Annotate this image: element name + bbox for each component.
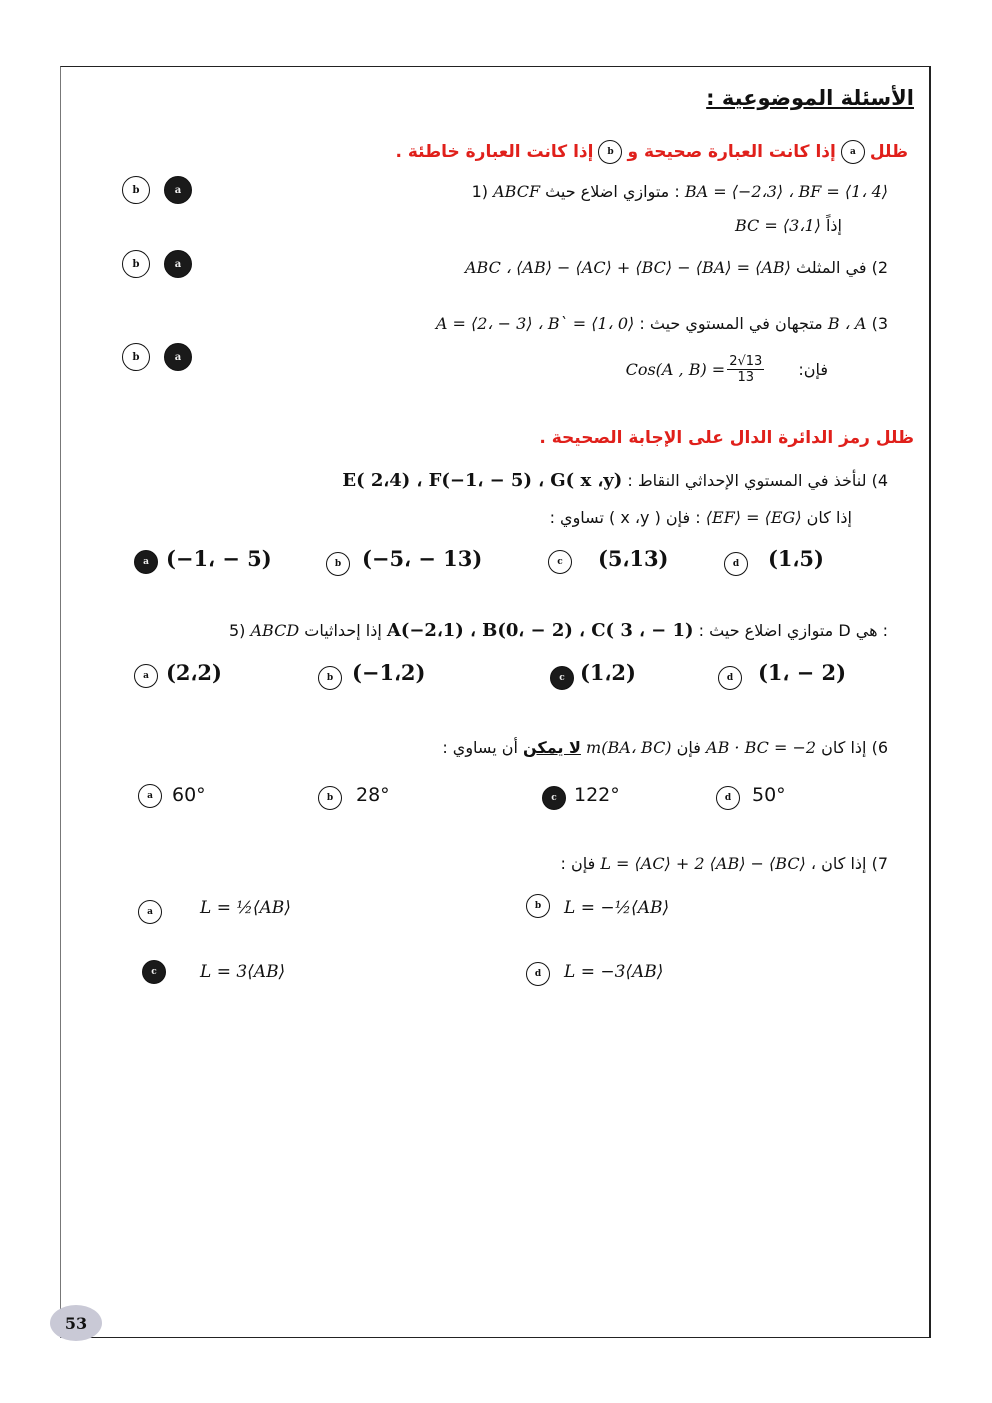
q6-option-b-text: 28° <box>356 784 390 806</box>
q1-vectors: BA = ⟨−2،3⟩ ، BF = ⟨1، 4⟩ <box>684 182 888 201</box>
q1-option-a-selected[interactable]: a <box>164 176 192 204</box>
question-7: 7) إذا كان ، L = ⟨AC⟩ + 2 ⟨AB⟩ − ⟨BC⟩ فإن : <box>560 854 888 873</box>
question-3-line-1: 3) B ، A متجهان في المستوي حيث : A = ⟨2، − 3⟩ ، B` = ⟨1، 0⟩ <box>435 314 888 333</box>
tf-instructions <box>395 140 908 164</box>
q4-option-a-selected[interactable]: a <box>134 550 158 574</box>
q5-option-b[interactable]: b <box>318 666 342 690</box>
q4-condition: ⟨EF⟩ = ⟨EG⟩ <box>705 508 802 527</box>
q4-points: E( 2،4) ، F(−1، − 5) ، G( x ،y) <box>342 470 623 491</box>
q1-option-b[interactable]: b <box>122 176 150 204</box>
q3-cos: Cos(A , B) = <box>625 360 726 379</box>
page-number: 53 <box>50 1305 102 1341</box>
q7-option-c-selected[interactable]: c <box>142 960 166 984</box>
instr-false-text: إذا كانت العبارة خاطئة . <box>395 142 594 162</box>
q2-expression: ABC ، ⟨AB⟩ − ⟨AC⟩ + ⟨BC⟩ − ⟨BA⟩ = ⟨AB⟩ <box>464 258 791 277</box>
question-3-line-2 <box>626 354 828 385</box>
q3-frac-denominator: 13 <box>737 370 755 385</box>
q3-fraction <box>727 354 764 385</box>
q6-option-b[interactable]: b <box>318 786 342 810</box>
q6-option-d[interactable]: d <box>716 786 740 810</box>
q1-shape: ABCF <box>493 182 541 201</box>
q5-option-a[interactable]: a <box>134 664 158 688</box>
q7-number: 7 <box>877 854 888 873</box>
q2-label: في المثلث <box>796 258 867 277</box>
instr-shade-word: ظلل <box>869 142 908 162</box>
question-4-line-2 <box>550 508 852 527</box>
q6-option-a-text: 60° <box>172 784 206 806</box>
q5-option-c-text: (1،2) <box>580 660 636 685</box>
q7-option-b-text: L = −½⟨AB⟩ <box>564 898 670 918</box>
q7-option-a-text: L = ½⟨AB⟩ <box>200 898 291 918</box>
q4-option-b-text: (−5، − 13) <box>362 546 483 571</box>
q6-option-c-selected[interactable]: c <box>542 786 566 810</box>
q4-rest: : فإن ( x ،y ) تساوي : <box>549 508 701 527</box>
q4-option-c[interactable]: c <box>548 550 572 574</box>
q7-label: إذا كان ، <box>810 854 867 873</box>
q5-option-b-text: (−1،2) <box>352 660 426 685</box>
q3-option-a-selected[interactable]: a <box>164 343 192 371</box>
q2-number: 2 <box>877 258 888 277</box>
option-b-icon: b <box>598 140 622 164</box>
q7-rest: فإن : <box>560 854 596 873</box>
q6-rest: أن يساوي : <box>442 738 518 757</box>
q7-option-b[interactable]: b <box>526 894 550 918</box>
q3-number: 3 <box>877 314 888 333</box>
q5-rest: إذا إحداثيات D هي : <box>304 621 888 640</box>
q4-option-c-text: (5،13) <box>598 546 669 571</box>
q3-option-b[interactable]: b <box>122 343 150 371</box>
q1-label: متوازي اضلاع حيث : <box>545 182 680 201</box>
q3-vectors: A = ⟨2، − 3⟩ ، B` = ⟨1، 0⟩ <box>435 314 635 333</box>
page-frame <box>60 66 931 1338</box>
q5-label: متوازي اضلاع حيث : <box>698 621 834 640</box>
q5-option-c-selected[interactable]: c <box>550 666 574 690</box>
q7-option-a[interactable]: a <box>138 900 162 924</box>
q6-label: إذا كان <box>821 738 867 757</box>
instr-true-text: إذا كانت العبارة صحيحة و <box>627 142 836 162</box>
q6-option-c-text: 122° <box>574 784 620 806</box>
q5-option-a-text: (2،2) <box>166 660 222 685</box>
q5-shape: ABCD <box>250 621 300 640</box>
question-5: 5) ABCD متوازي اضلاع حيث : A(−2،1) ، B(0، − 2) ، C( 3 ، − 1) إذا إحداثيات D هي : <box>228 620 888 641</box>
q1-number: 1 <box>471 182 482 201</box>
q6-condition: AB · BC = −2 <box>706 738 817 757</box>
q2-option-a-selected[interactable]: a <box>164 250 192 278</box>
q4-option-b[interactable]: b <box>326 552 350 576</box>
question-2: 2) في المثلث ABC ، ⟨AB⟩ − ⟨AC⟩ + ⟨BC⟩ − ⟨BA⟩ = ⟨AB⟩ <box>464 258 888 277</box>
q7-option-d-text: L = −3⟨AB⟩ <box>564 962 664 982</box>
q7-option-d[interactable]: d <box>526 962 550 986</box>
section-title: الأسئلة الموضوعية : <box>706 86 914 110</box>
question-6: 6) إذا كان AB · BC = −2 فإن m(BA، BC) لا يمكن أن يساوي : <box>442 738 888 757</box>
q6-option-d-text: 50° <box>752 784 786 806</box>
q5-option-d[interactable]: d <box>718 666 742 690</box>
q4-if-label: إذا كان <box>806 508 852 527</box>
q3-then-label: فإن: <box>798 360 828 379</box>
q4-option-d[interactable]: d <box>724 552 748 576</box>
q5-points: A(−2،1) ، B(0، − 2) ، C( 3 ، − 1) <box>386 620 694 641</box>
option-a-icon: a <box>841 140 865 164</box>
q2-option-b[interactable]: b <box>122 250 150 278</box>
q6-then: فإن <box>676 738 701 757</box>
q7-definition: L = ⟨AC⟩ + 2 ⟨AB⟩ − ⟨BC⟩ <box>600 854 806 873</box>
q1-then-label: إذاً <box>825 216 842 235</box>
q3-vector-names: B ، A <box>827 314 867 333</box>
q5-option-d-text: (1، − 2) <box>758 660 847 685</box>
q6-negation: لا يمكن <box>523 738 581 757</box>
q6-number: 6 <box>877 738 888 757</box>
question-1-line-1: 1) ABCF متوازي اضلاع حيث : BA = ⟨−2،3⟩ ، BF = ⟨1، 4⟩ <box>471 182 888 201</box>
q6-angle: m(BA، BC) <box>586 738 672 757</box>
q1-claim: BC = ⟨3،1⟩ <box>735 216 821 235</box>
q7-option-c-text: L = 3⟨AB⟩ <box>200 962 286 982</box>
q5-number: 5 <box>228 621 240 640</box>
q3-label: متجهان في المستوي حيث : <box>639 314 823 333</box>
q4-option-a-text: (−1، − 5) <box>166 546 272 571</box>
q6-option-a[interactable]: a <box>138 784 162 808</box>
question-1-line-2 <box>735 216 842 235</box>
mc-instructions: ظلل رمز الدائرة الدال على الإجابة الصحيحة . <box>539 428 914 448</box>
q4-number: 4 <box>877 471 888 490</box>
question-4-line-1: 4) لنأخذ في المستوي الإحداثي النقاط : E( 2،4) ، F(−1، − 5) ، G( x ،y) <box>342 470 888 491</box>
q4-option-d-text: (1،5) <box>768 546 824 571</box>
q4-label: لنأخذ في المستوي الإحداثي النقاط : <box>627 471 867 490</box>
q3-frac-numerator: 2√13 <box>729 354 763 369</box>
